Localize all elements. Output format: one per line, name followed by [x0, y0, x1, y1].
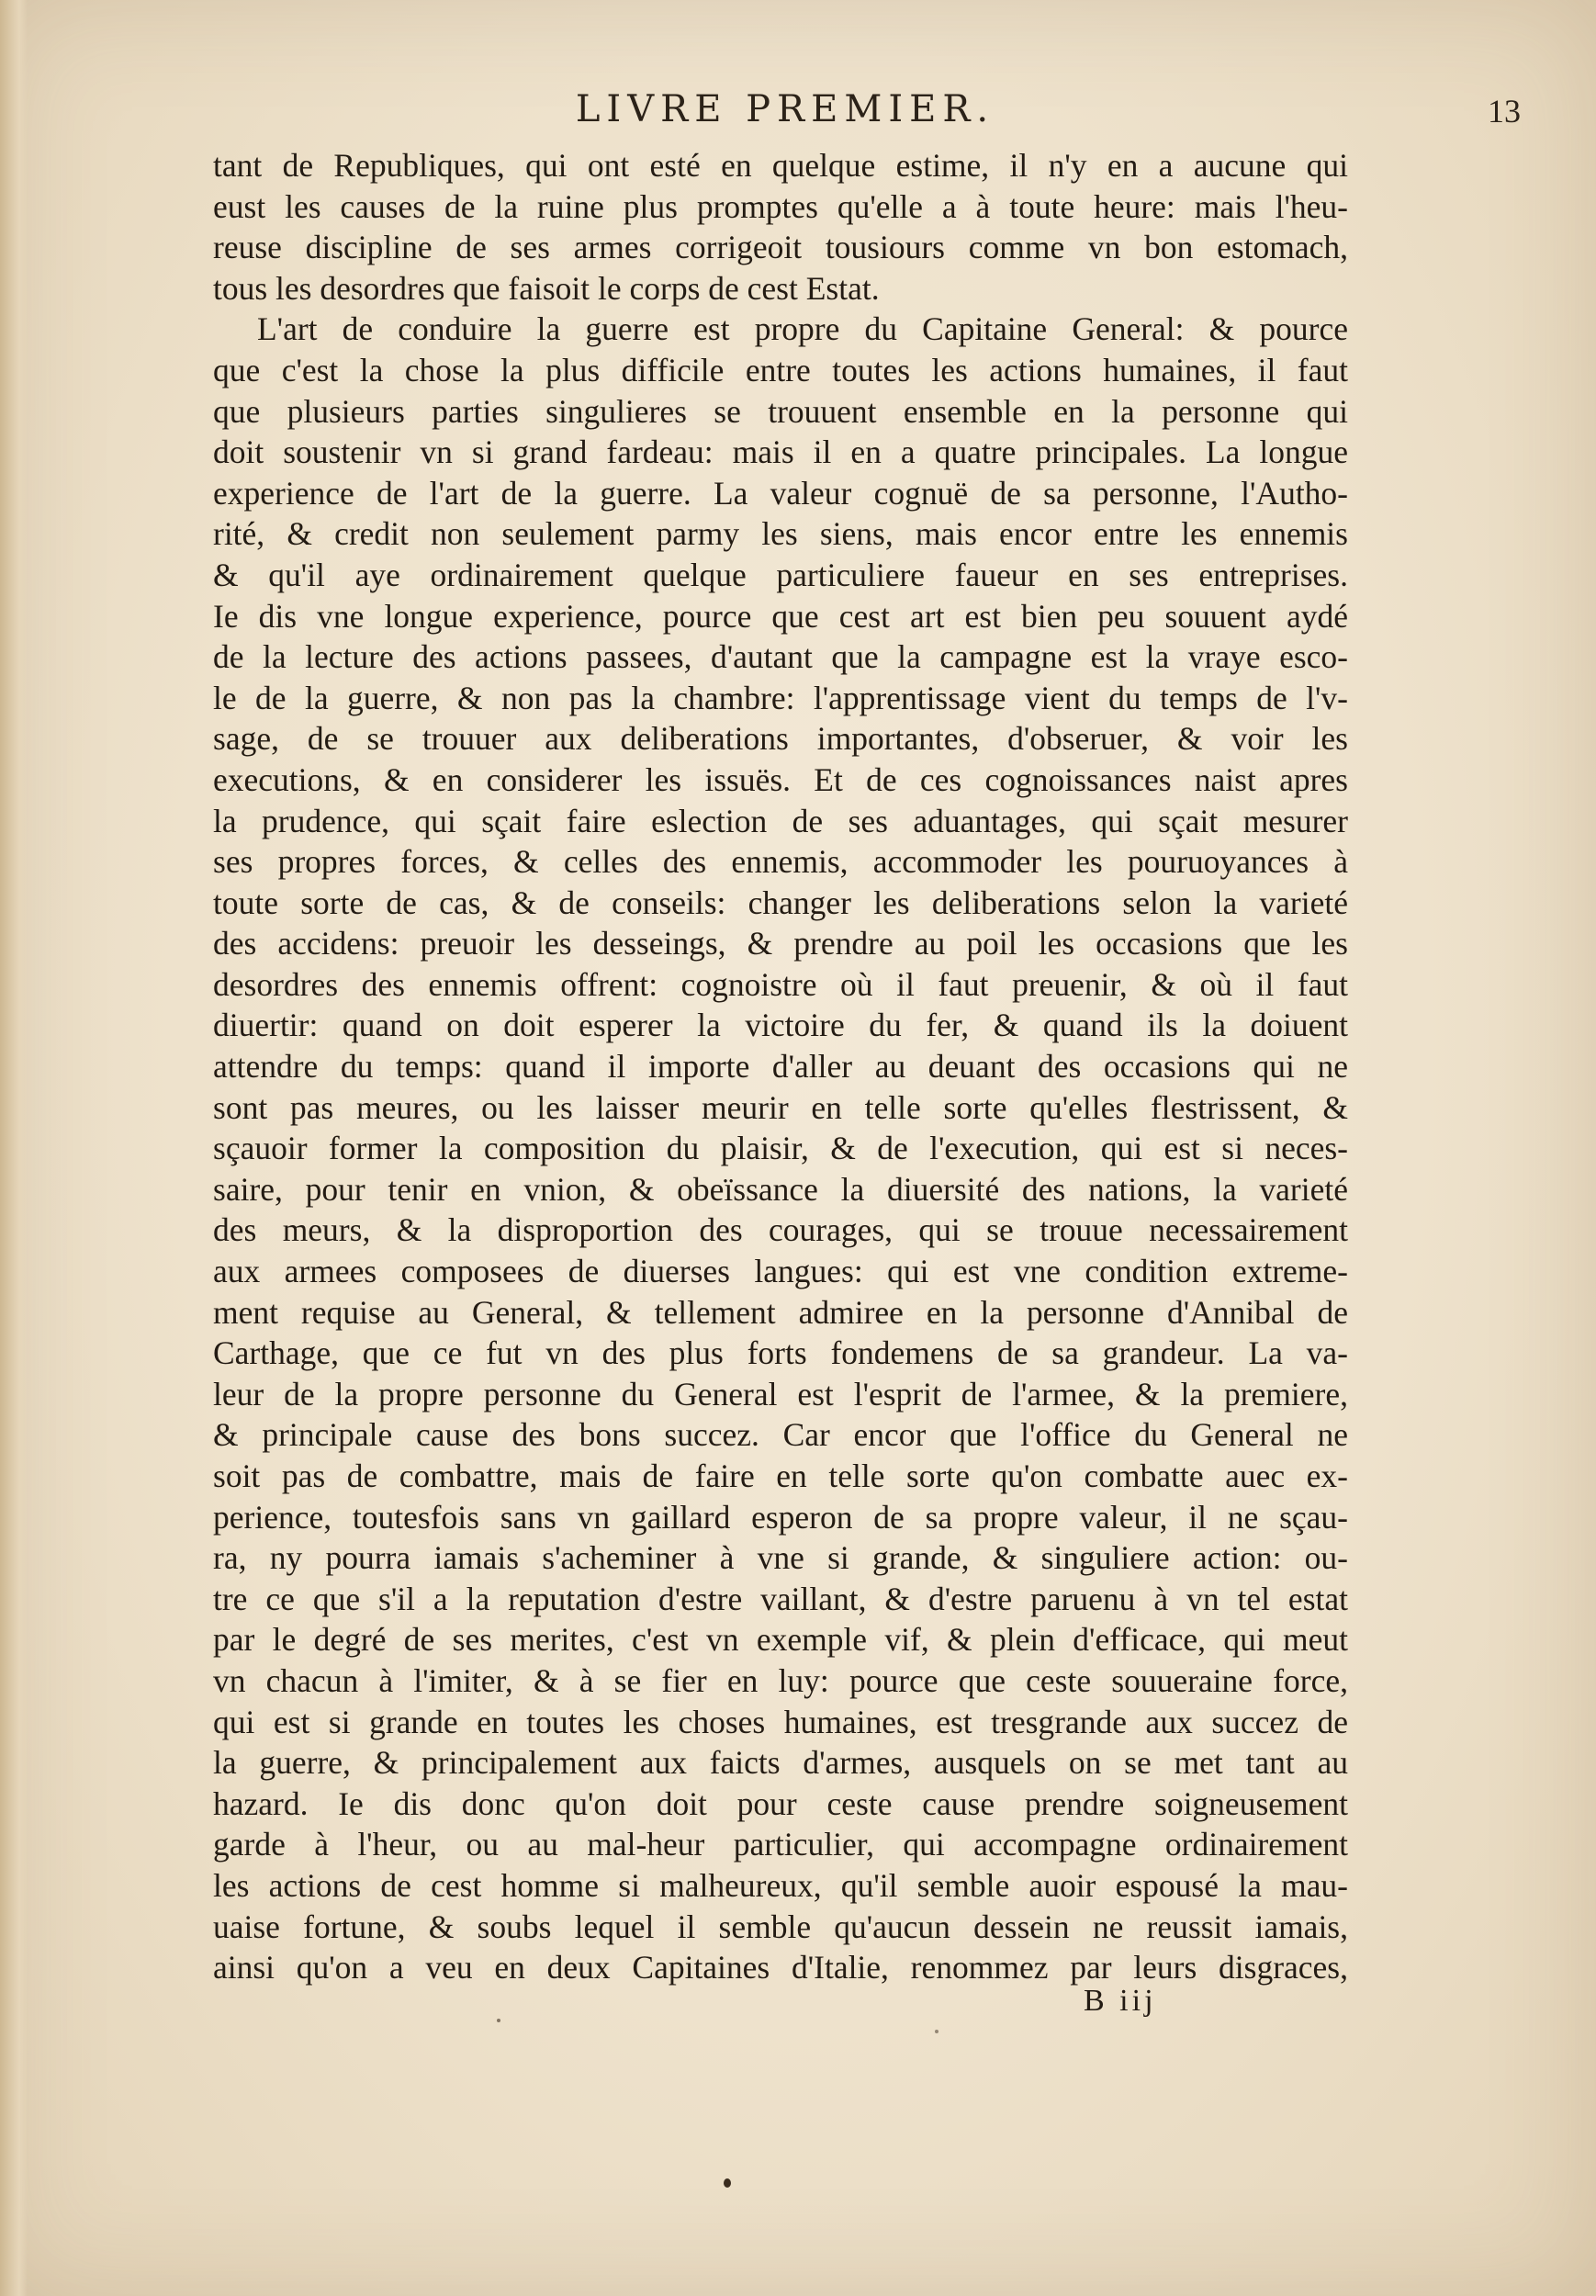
- text-line: & principale cause des bons succez. Car encor que l'office du General ne: [213, 1416, 1348, 1454]
- text-line: que plusieurs parties singulieres se trouuent ensemble en la personne qui: [213, 392, 1348, 430]
- text-line: garde à l'heur, ou au mal-heur particulier, qui accompagne ordinairement: [213, 1826, 1348, 1863]
- text-line: ainsi qu'on a veu en deux Capitaines d'Italie, renommez par leurs disgraces,: [213, 1949, 1348, 1986]
- text-line: la guerre, & principalement aux faicts d'armes, ausquels on se met tant au: [213, 1744, 1348, 1782]
- text-line: les actions de cest homme si malheureux, qu'il semble auoir espousé la mau-: [213, 1866, 1348, 1904]
- text-line: ses propres forces, & celles des ennemis, accommoder les pouruoyances à: [213, 843, 1348, 881]
- text-line: perience, toutesfois sans vn gaillard esperon de sa propre valeur, il ne sçau-: [213, 1498, 1348, 1536]
- text-line: la prudence, qui sçait faire eslection de ses aduantages, qui sçait mesurer: [213, 802, 1348, 839]
- text-line: tant de Republiques, qui ont esté en quelque estime, il n'y en a aucune qui: [213, 147, 1348, 184]
- text-line: L'art de conduire la guerre est propre du Capitaine General: & pource: [257, 310, 1348, 348]
- ink-speck: [724, 2178, 731, 2188]
- text-line: hazard. Ie dis donc qu'on doit pour ceste cause prendre soigneusement: [213, 1784, 1348, 1822]
- text-line: tre ce que s'il a la reputation d'estre vaillant, & d'estre paruenu à vn tel estat: [213, 1580, 1348, 1617]
- text-line: experience de l'art de la guerre. La valeur cognuë de sa personne, l'Autho-: [213, 474, 1348, 512]
- text-line: soit pas de combattre, mais de faire en telle sorte qu'on combatte auec ex-: [213, 1458, 1348, 1494]
- text-line: rité, & credit non seulement parmy les siens, mais encor entre les ennemis: [213, 515, 1348, 553]
- text-line: doit soustenir vn si grand fardeau: mais il en a quatre principales. La longue: [213, 433, 1348, 471]
- text-line: sont pas meures, ou les laisser meurir en telle sorte qu'elles flestrissent, &: [213, 1088, 1348, 1126]
- text-line: vn chacun à l'imiter, & à se fier en luy: pource que ceste souueraine force,: [213, 1661, 1348, 1699]
- text-line: eust les causes de la ruine plus promptes qu'elle a à toute heure: mais l'heu-: [213, 187, 1348, 225]
- text-line: toute sorte de cas, & de conseils: changer les deliberations selon la varieté: [213, 884, 1348, 921]
- text-line: sage, de se trouuer aux deliberations importantes, d'obseruer, & voir les: [213, 720, 1348, 758]
- text-line: qui est si grande en toutes les choses humaines, est tresgrande aux succez de: [213, 1703, 1348, 1740]
- ink-speck: [497, 2019, 500, 2022]
- text-line: tous les desordres que faisoit le corps de cest Estat.: [213, 269, 880, 307]
- running-head: LIVRE PREMIER.: [575, 88, 995, 130]
- text-line: de la lecture des actions passees, d'autant que la campagne est la vraye esco-: [213, 638, 1348, 676]
- text-line: aux armees composees de diuerses langues: qui est vne condition extreme-: [213, 1253, 1348, 1290]
- text-line: saire, pour tenir en vnion, & obeïssance la diuersité des nations, la varieté: [213, 1170, 1348, 1208]
- text-line: des meurs, & la disproportion des courages, qui se trouue necessairement: [213, 1211, 1348, 1249]
- text-line: executions, & en considerer les issuës. Et de ces cognoissances naist apres: [213, 760, 1348, 798]
- text-line: que c'est la chose la plus difficile entre toutes les actions humaines, il faut: [213, 351, 1348, 388]
- text-line: le de la guerre, & non pas la chambre: l'apprentissage vient du temps de l'v-: [213, 679, 1348, 716]
- binding-gutter: [0, 0, 28, 2296]
- page-number: 13: [1488, 93, 1521, 129]
- text-line: attendre du temps: quand il importe d'aller au deuant des occasions qui ne: [213, 1048, 1348, 1086]
- signature-mark: B iij: [1084, 1984, 1157, 2018]
- text-line: des accidens: preuoir les desseings, & prendre au poil les occasions que les: [213, 925, 1348, 962]
- text-line: par le degré de ses merites, c'est vn exemple vif, & plein d'efficace, qui meut: [213, 1621, 1348, 1659]
- text-line: uaise fortune, & soubs lequel il semble qu'aucun dessein ne reussit iamais,: [213, 1908, 1348, 1945]
- text-line: ment requise au General, & tellement admiree en la personne d'Annibal de: [213, 1293, 1348, 1331]
- text-line: leur de la propre personne du General est l'esprit de l'armee, & la premiere,: [213, 1375, 1348, 1412]
- text-line: & qu'il aye ordinairement quelque particuliere faueur en ses entreprises.: [213, 556, 1348, 593]
- text-line: desordres des ennemis offrent: cognoistre où il faut preuenir, & où il faut: [213, 965, 1348, 1003]
- text-line: sçauoir former la composition du plaisir, & de l'execution, qui est si neces-: [213, 1130, 1348, 1167]
- text-line: reuse discipline de ses armes corrigeoit tousiours comme vn bon estomach,: [213, 229, 1348, 266]
- text-line: diuertir: quand on doit esperer la victoire du fer, & quand ils la doiuent: [213, 1007, 1348, 1044]
- text-line: ra, ny pourra iamais s'acheminer à vne si grande, & singuliere action: ou-: [213, 1539, 1348, 1577]
- text-line: Ie dis vne longue experience, pource que cest art est bien peu souuent aydé: [213, 597, 1348, 635]
- text-block: [213, 145, 1348, 1988]
- ink-speck: [935, 2030, 938, 2033]
- text-line: Carthage, que ce fut vn des plus forts fondemens de sa grandeur. La va-: [213, 1334, 1348, 1372]
